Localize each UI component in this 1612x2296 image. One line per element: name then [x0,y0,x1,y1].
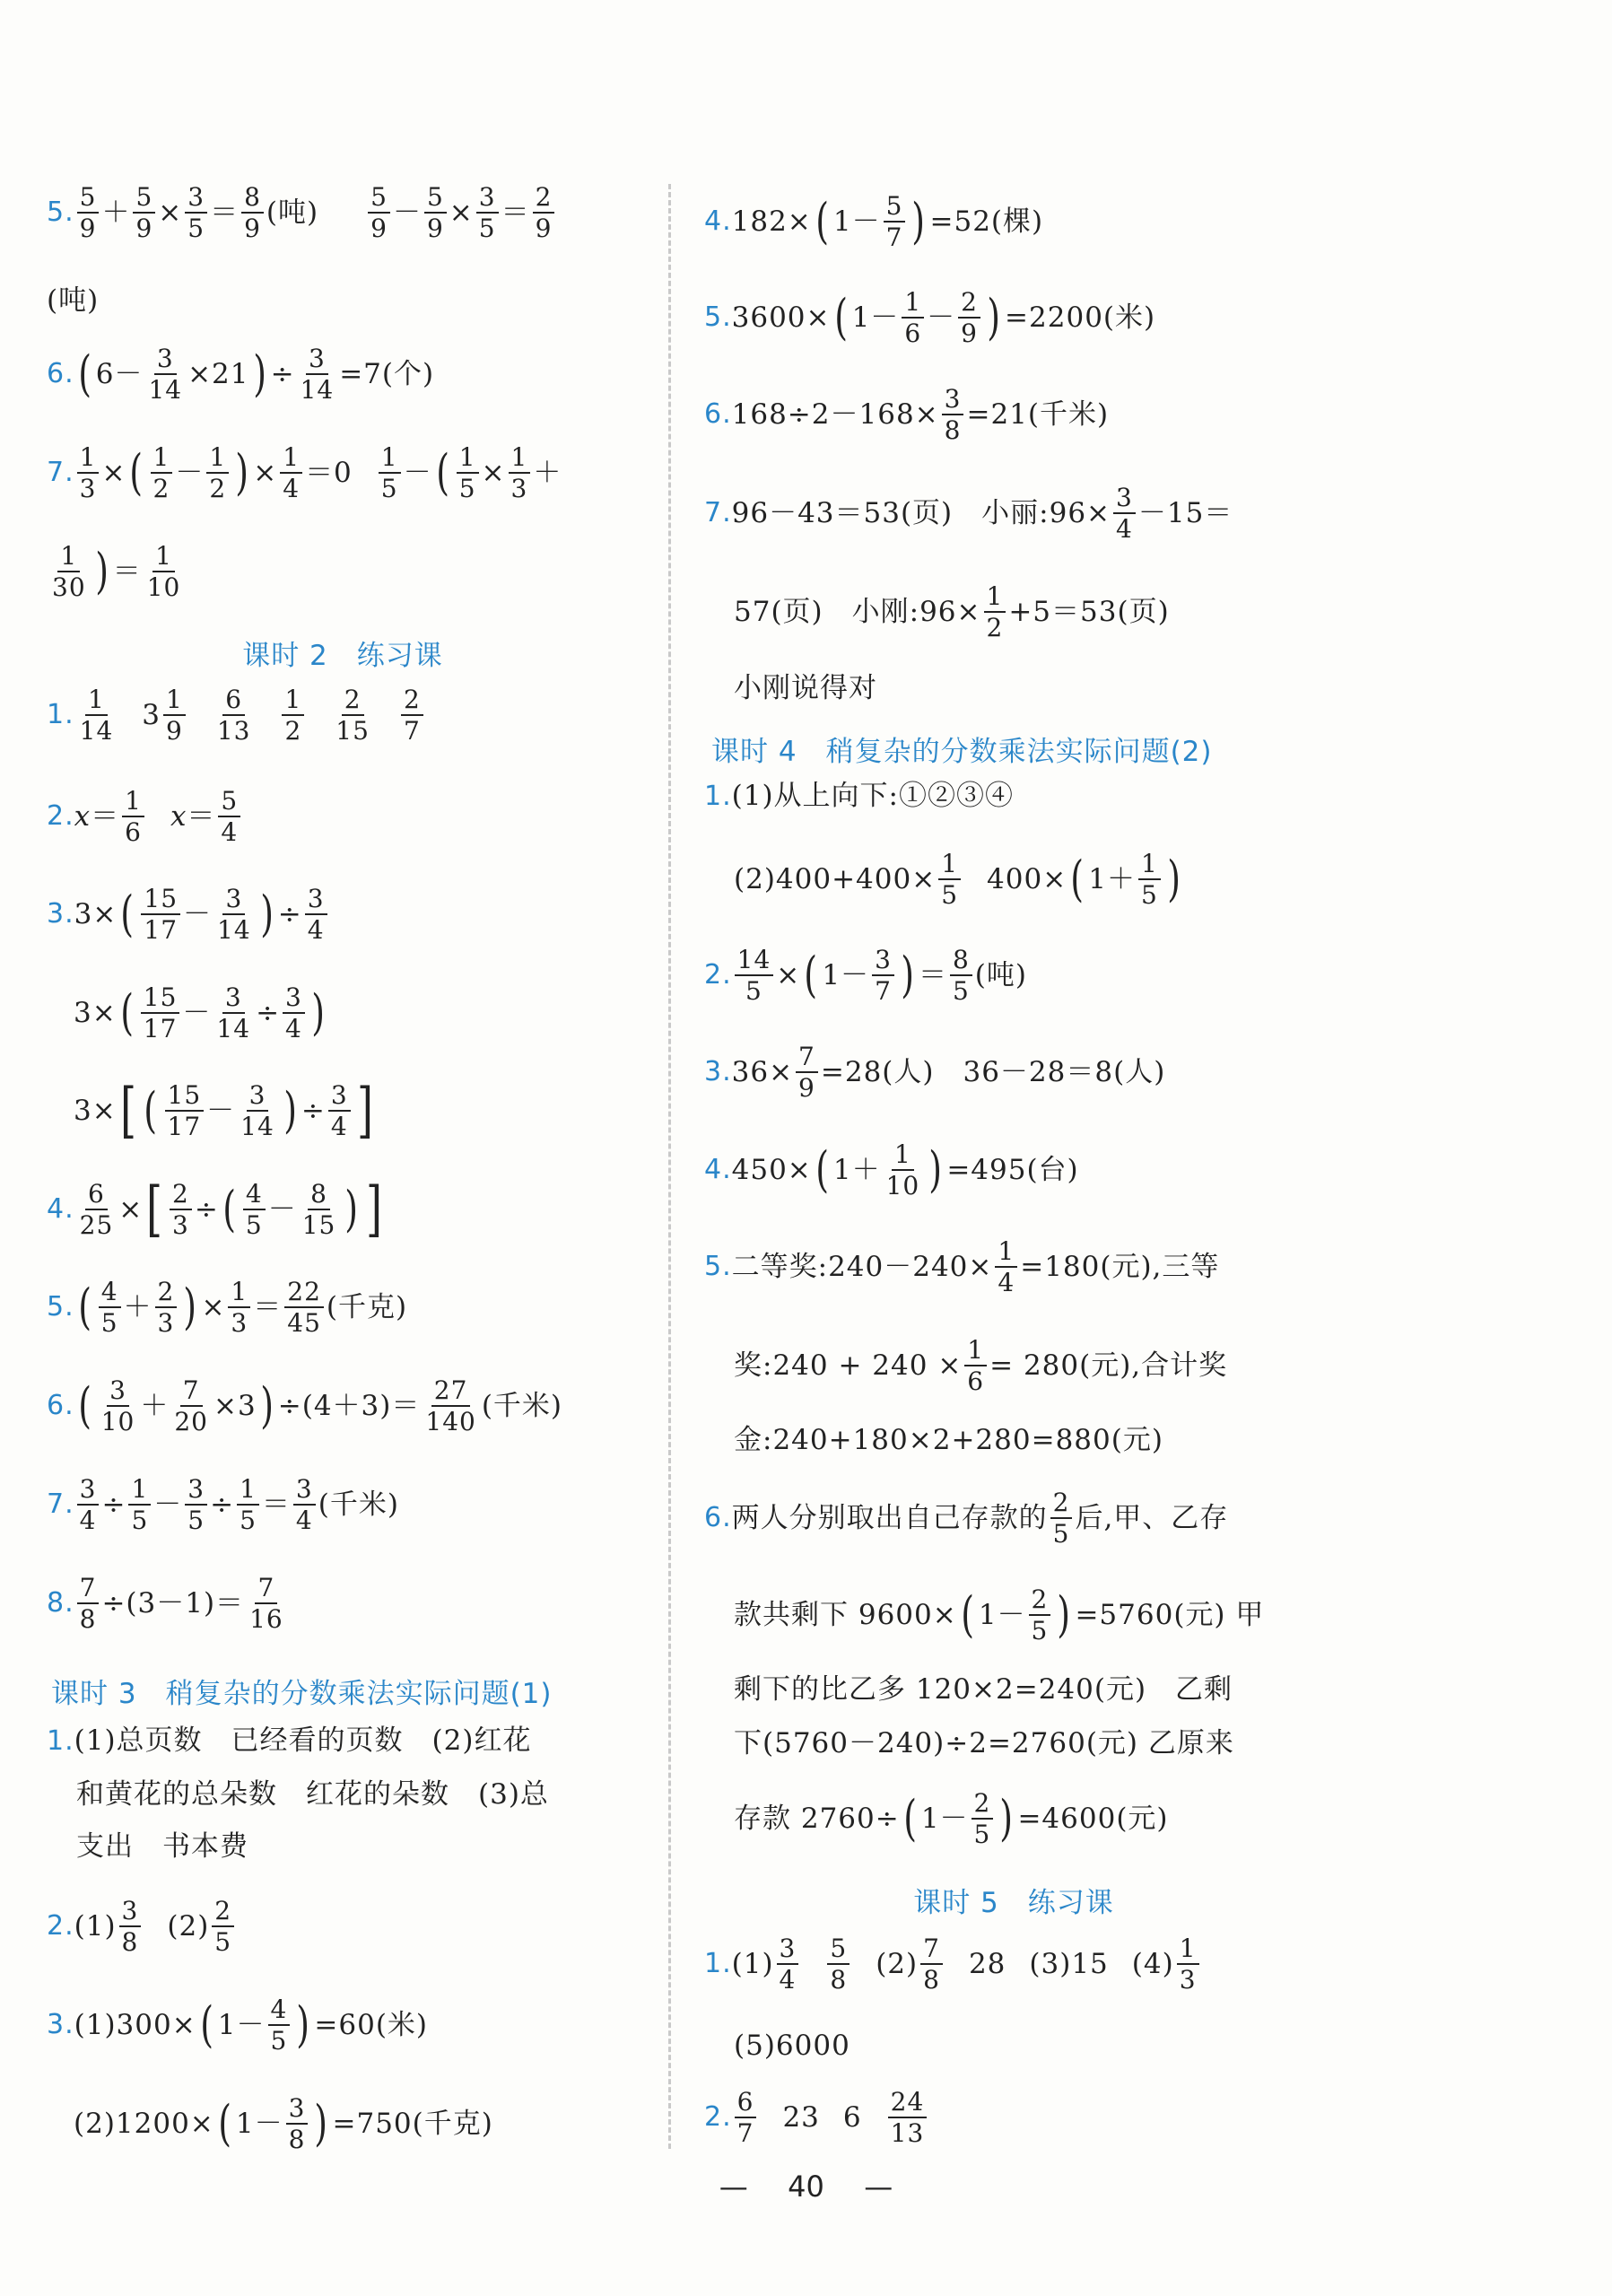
page-number-dash-right: — [864,2169,893,2204]
lesson3-answer-1-line1: 1. (1)总页数 已经看的页数 (2)红花 [47,1724,532,1757]
page-number-dash-left: — [719,2169,748,2204]
answer-r4: 4. 182× ( 1－ $\frac{5}{7}$ ) =52(棵) [704,191,1044,253]
lesson4-answer-5-line2: 奖:240 + 240 × $\frac{1}{6}$ = 280(元),合计奖 [734,1335,1228,1397]
lesson2-answer-4: 4. $\frac{6}{25}$ × [ $\frac{2}{3}$ ÷ ( $\frac{4}{5}$ － $\frac{8}{15}$ ) ] [47,1174,384,1244]
lesson3-answer-1-line3: 支出 书本费 [76,1830,248,1863]
lesson2-answer-7: 7. $\frac{3}{4}$ ÷ $\frac{1}{5}$ － $\frac{3}{5}$ ÷ $\frac{1}{5}$ ＝ $\frac{3}{4}$ (千米) [47,1474,399,1536]
lesson5-answer-1-line2: (5)6000 [734,2030,850,2062]
page-number: 40 [788,2169,824,2204]
lesson4-answer-6-line2: 款共剩下 9600× ( 1－ $\frac{2}{5}$ ) =5760(元) 甲 [734,1585,1265,1646]
answer-6-line: 6. ( 6－ $\frac{3}{14}$ ×21 ) ÷ $\frac{3}{14}$ =7(个) [47,344,435,406]
lesson2-answer-2: 2. x ＝ $\frac{1}{6}$ x ＝ $\frac{5}{4}$ [47,788,243,846]
lesson4-answer-6-line5: 存款 2760÷ ( 1－ $\frac{2}{5}$ ) =4600(元) [734,1788,1169,1850]
lesson2-answer-5: 5. ( $\frac{4}{5}$ ＋ $\frac{2}{3}$ ) × $\frac{1}{3}$ ＝ $\frac{22}{45}$ (千克) [47,1277,408,1339]
lesson4-answer-3: 3. 36× $\frac{7}{9}$ =28(人) 36－28＝8(人) [704,1042,1166,1104]
lesson2-answer-1: 1. $\frac{1}{14}$ 3 $\frac{1}{9}$ $\frac{6}{13}$ $\frac{1}{2}$ $\frac{2}{15}$ $\frac{2}{7}$ [47,686,426,745]
lesson3-answer-2: 2. (1) $\frac{3}{8}$ (2) $\frac{2}{5}$ [47,1898,237,1956]
lesson4-answer-6-line4: 下(5760－240)÷2=2760(元) 乙原来 [734,1727,1234,1759]
page-number-footer [0,2169,1612,2204]
lesson3-answer-3a: 3. (1)300× ( 1－ $\frac{4}{5}$ ) =60(米) [47,1995,429,2056]
lesson4-answer-6-line1: 6. 两人分别取出自己存款的 $\frac{2}{5}$ 后,甲、乙存 [704,1488,1229,1550]
lesson4-answer-1-line2: (2)400+400× $\frac{1}{5}$ 400× ( 1＋ $\frac{1}{5}$ ) [734,849,1181,911]
answer-5-line: 5. $\frac{5}{9}$ ＋ $\frac{5}{9}$ × $\frac{3}{5}$ ＝ $\frac{8}{9}$ (吨) $\frac{5}{9}$ － $\frac{5}{9}$ × $\frac{3}{5}$ ＝ $\frac{2}{9}$ [47,184,557,242]
answer-r7-line3: 小刚说得对 [734,672,877,704]
lesson3-answer-3b: (2)1200× ( 1－ $\frac{3}{8}$ ) =750(千克) [74,2093,493,2155]
lesson2-answer-3c: 3× [ ( $\frac{15}{17}$ － $\frac{3}{14}$ ) ÷ $\frac{3}{4}$ ] [74,1076,374,1145]
answer-r6: 6. 168÷2－168× $\frac{3}{8}$ =21(千米) [704,384,1110,446]
section-heading-lesson-4: 课时 4 稍复杂的分数乘法实际问题(2) [711,736,1213,768]
lesson2-answer-3b: 3× ( $\frac{15}{17}$ － $\frac{3}{14}$ ÷ $\frac{3}{4}$ ) [74,982,326,1044]
lesson4-answer-5-line3: 金:240+180×2+280=880(元) [734,1424,1163,1456]
answer-r5: 5. 3600× ( 1－ $\frac{1}{6}$ － $\frac{2}{9}$ ) =2200(米) [704,287,1156,349]
answer-7-line: 7. $\frac{1}{3}$ × ( $\frac{1}{2}$ － $\frac{1}{2}$ ) × $\frac{1}{4}$ ＝0 $\frac{1}{5}$ － ( $\frac{1}{5}$ × $\frac{1}{3}$ ＋ [47,442,562,504]
lesson4-answer-2: 2. $\frac{14}{5}$ × ( 1－ $\frac{3}{7}$ ) ＝ $\frac{8}{5}$ (吨) [704,945,1027,1007]
lesson4-answer-4: 4. 450× ( 1＋ $\frac{1}{10}$ ) =495(台) [704,1139,1079,1201]
section-heading-lesson-2: 课时 2 练习课 [242,640,443,672]
lesson4-answer-5-line1: 5. 二等奖:240－240× $\frac{1}{4}$ =180(元),三等 [704,1236,1220,1298]
column-divider [668,184,671,2149]
answer-5-unit: (吨) [47,284,100,317]
answer-r7-line2: 57(页) 小刚:96× $\frac{1}{2}$ +5＝53(页) [734,581,1170,643]
lesson2-answer-8: 8. $\frac{7}{8}$ ÷(3－1)＝ $\frac{7}{16}$ [47,1573,283,1635]
answer-7-line2: $\frac{1}{30}$ ) ＝ $\frac{1}{10}$ [52,541,181,603]
section-heading-lesson-3: 课时 3 稍复杂的分数乘法实际问题(1) [51,1678,553,1710]
lesson4-answer-6-line3: 剩下的比乙多 120×2=240(元) 乙剩 [734,1673,1233,1706]
lesson3-answer-1-line2: 和黄花的总朵数 红花的朵数 (3)总 [76,1778,549,1811]
lesson5-answer-2: 2. $\frac{6}{7}$ 23 6 $\frac{24}{13}$ [704,2089,929,2147]
lesson2-answer-6: 6. ( $\frac{3}{10}$ ＋ $\frac{7}{20}$ ×3 ) ÷(4＋3)＝ $\frac{27}{140}$ (千米) [47,1375,563,1437]
lesson4-answer-1-line1: 1. (1)从上向下:①②③④ [704,780,1014,812]
section-heading-lesson-5: 课时 5 练习课 [913,1887,1114,1919]
answer-r7-line1: 7. 96－43＝53(页) 小丽:96× $\frac{3}{4}$ －15＝ [704,483,1233,545]
lesson5-answer-1-line1: 1. (1) $\frac{3}{4}$ $\frac{5}{8}$ (2) $\frac{7}{8}$ 28 (3)15 (4) $\frac{1}{3}$ [704,1935,1202,1994]
lesson2-answer-3a: 3. 3× ( $\frac{15}{17}$ － $\frac{3}{14}$ ) ÷ $\frac{3}{4}$ [47,886,330,944]
